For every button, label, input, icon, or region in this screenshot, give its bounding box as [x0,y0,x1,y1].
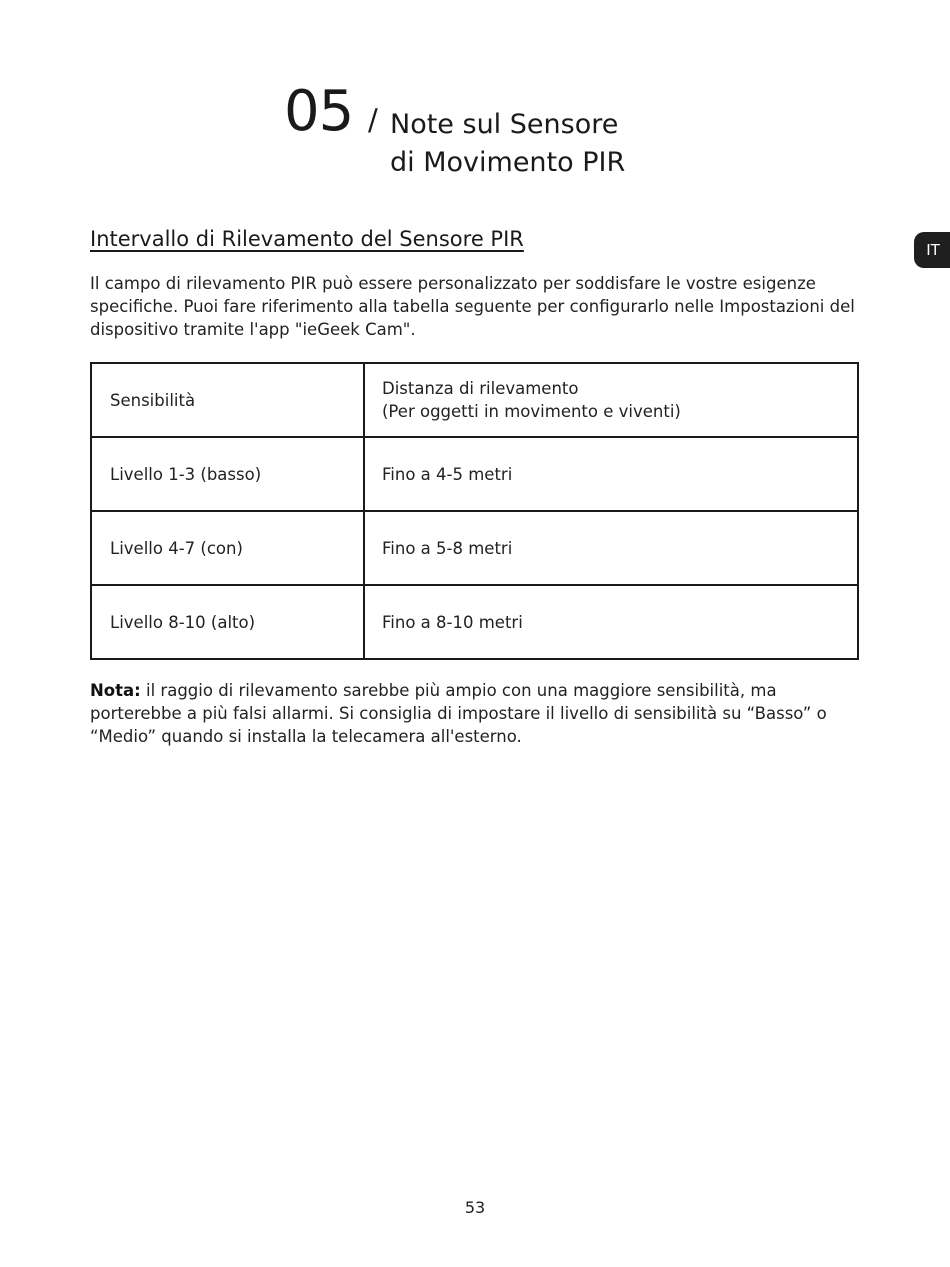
chapter-number: 05 [284,79,354,144]
page-title-line1: Note sul Sensore [390,109,619,140]
header-distance [364,363,858,437]
table-row [91,585,858,659]
header-distance-line2: (Per oggetti in movimento e viventi) [382,402,681,421]
section-heading: Intervallo di Rilevamento del Sensore PIR [90,227,524,251]
header-sensitivity: Sensibilità [91,363,364,437]
page-title [390,106,625,182]
intro-paragraph: Il campo di rilevamento PIR può essere personalizzato per soddisfare le vostre esigenze specifiche. Puoi fare riferimento alla tabella seguente per configurarlo nelle Impostazioni del dispositivo tramite l'app "ieGeek Cam". [90,274,855,339]
chapter-separator: / [368,103,378,137]
level-cell: Livello 8-10 (alto) [91,585,364,659]
distance-cell: Fino a 4-5 metri [364,437,858,511]
pir-sensitivity-table [90,362,859,660]
table-row [91,511,858,585]
header-distance-line1: Distanza di rilevamento [382,379,579,398]
table-row [91,437,858,511]
distance-cell: Fino a 8-10 metri [364,585,858,659]
page-number: 53 [464,1198,486,1217]
level-cell: Livello 1-3 (basso) [91,437,364,511]
table-header-row [91,363,858,437]
level-cell: Livello 4-7 (con) [91,511,364,585]
note-text: il raggio di rilevamento sarebbe più ampio con una maggiore sensibilità, ma porterebbe a più falsi allarmi. Si consiglia di impostare il livello di sensibilità su “Basso” o “Medio” quando si installa la telecamera all'esterno. [90,681,827,746]
note-paragraph [90,679,870,748]
distance-cell: Fino a 5-8 metri [364,511,858,585]
note-label: Nota: [90,681,141,700]
page-title-line2: di Movimento PIR [390,147,626,178]
language-tab: IT [914,232,950,268]
